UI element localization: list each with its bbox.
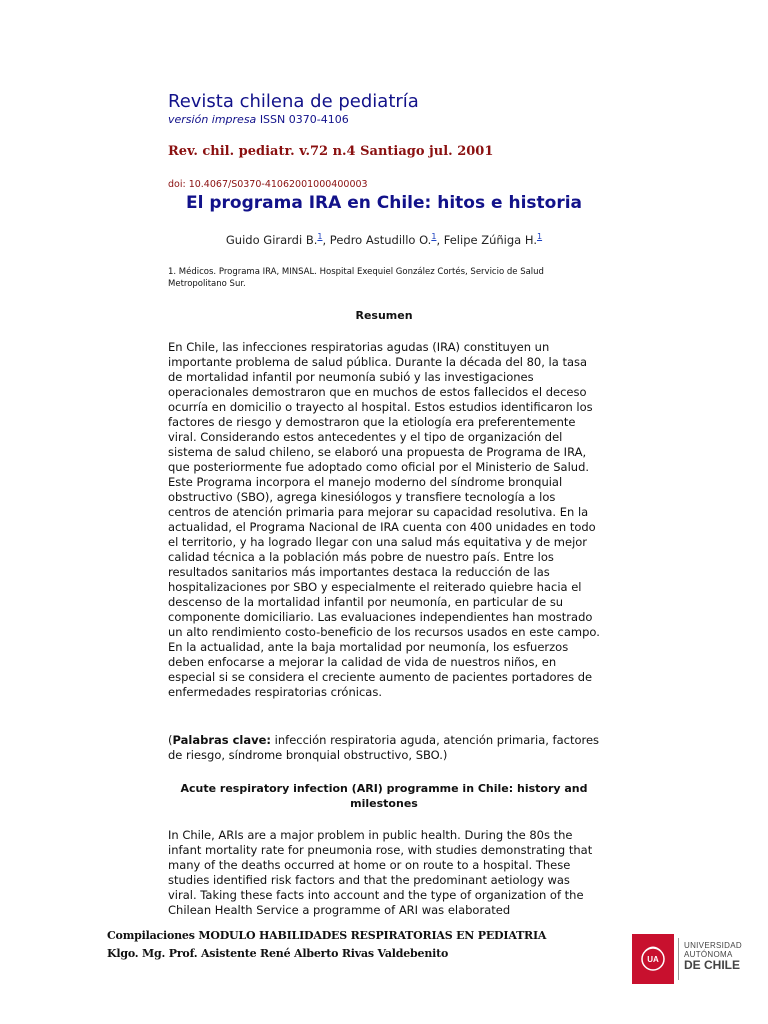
affiliation-ref-link[interactable]: 1 (537, 232, 543, 241)
emblem-text: UA (647, 955, 659, 964)
keywords-open-paren: ( (168, 733, 173, 747)
keywords (168, 733, 600, 763)
footer-author: Klgo. Mg. Prof. Asistente René Alberto Rivas Valdebenito (107, 947, 449, 960)
journal-title[interactable]: Revista chilena de pediatría (168, 91, 419, 112)
affiliation: 1. Médicos. Programa IRA, MINSAL. Hospital Exequiel González Cortés, Servicio de Salud Metropolitano Sur. (168, 267, 544, 289)
abstract-text-en: In Chile, ARIs are a major problem in public health. During the 80s the infant mortality rate for pneumonia rose, with studies demonstrating that many of the deaths occurred at home or on route to a hospital. These studies identified risk factors and that the predominant aetiology was viral. Taking these facts into account and the type of organization of the Chilean Health Service a programme of ARI was elaborated (168, 828, 593, 917)
keywords-list: infección respiratoria aguda, atención primaria, factores de riesgo, síndrome bronquial obstructivo, SBO.) (168, 733, 600, 762)
abstract-heading-es: Resumen (355, 309, 413, 322)
university-name-line3: DE CHILE (684, 958, 741, 972)
logo-divider (678, 938, 679, 980)
author-separator: , (322, 232, 330, 247)
affiliation-ref-link[interactable]: 1 (317, 232, 323, 241)
keywords-label: Palabras clave: (172, 733, 272, 747)
author-name: Felipe Zúñiga H. (443, 232, 537, 247)
author-name: Pedro Astudillo O. (329, 232, 432, 247)
author-list (168, 232, 600, 247)
university-logo (632, 934, 750, 984)
abstract-text-es: En Chile, las infecciones respiratorias agudas (IRA) constituyen un importante problema de salud pública. Durante la década del 80, la tasa de mortalidad infantil por neumonía subió y las investigaciones operacionales demostraron que en muchos de estos fallecidos el deceso ocurría en domicilio o trayecto al hospital. Estos estudios identificaron los factores de riesgo y demostraron que la etiología era preferentemente viral. Considerando estos antecedentes y el tipo de organización del sistema de salud chileno, se elaboró una propuesta de Programa de IRA, que posteriormente fue adoptado como oficial por el Ministerio de Salud. Este Programa incorpora el manejo moderno del síndrome bronquial obstructivo (SBO), agrega kinesiólogos y transfiere tecnología a los centros de atención primaria para mejorar su capacidad resolutiva. En la actualidad, el Programa Nacional de IRA cuenta con 400 unidades en todo el territorio, y ha logrado llegar con una salud más equitativa y de mejor calidad técnica a la población más pobre de nuestro país. Entre los resultados sanitarios más importantes destaca la reducción de las hospitalizaciones por SBO y especialmente el reiterado quiebre hacia el descenso de la mortalidad infantil por neumonía, en particular de su componente domiciliario. Las evaluaciones independientes han mostrado un alto rendimiento costo-beneficio de los recursos usados en este campo. En la actualidad, ante la baja mortalidad por neumonía, los esfuerzos deben enfocarse a mejorar la calidad de vida de nuestros niños, en especial si se considera el creciente aumento de pacientes portadores de enfermedades respiratorias crónicas. (168, 340, 600, 699)
abstract-title-en: Acute respiratory infection (ARI) programme in Chile: history and milestones (180, 782, 588, 810)
footer-compilation: Compilaciones MODULO HABILIDADES RESPIRATORIAS EN PEDIATRIA (107, 929, 547, 942)
article-title: El programa IRA en Chile: hitos e historia (186, 193, 582, 213)
doi[interactable]: doi: 10.4067/S0370-41062001000400003 (168, 179, 368, 190)
issn-line (168, 113, 349, 126)
university-emblem-icon (632, 934, 674, 984)
university-name (684, 941, 750, 972)
university-name-line1: UNIVERSIDAD (684, 941, 742, 950)
affiliation-ref-link[interactable]: 1 (431, 232, 437, 241)
author-name: Guido Girardi B. (225, 232, 318, 247)
issn: ISSN 0370-4106 (259, 113, 349, 126)
author-separator: , (436, 232, 444, 247)
edition-label: versión impresa (168, 113, 257, 126)
journal-citation: Rev. chil. pediatr. v.72 n.4 Santiago jul. 2001 (168, 144, 494, 159)
university-name-line2: AUTÓNOMA (684, 950, 733, 959)
